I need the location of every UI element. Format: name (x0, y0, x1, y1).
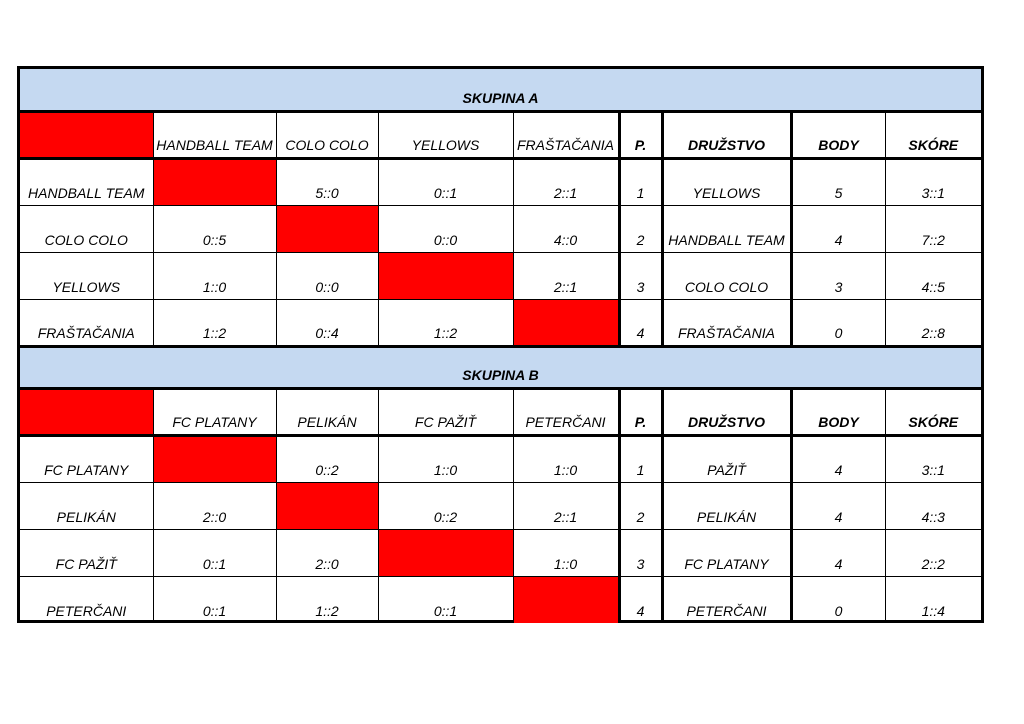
standing-team: FC PLATANY (662, 529, 791, 576)
table-row (20, 576, 981, 623)
result-cell: 1::2 (378, 299, 513, 346)
table-row (20, 205, 981, 252)
result-cell: 1::0 (513, 529, 619, 576)
team-column-header: FC PLATANY (153, 388, 276, 435)
team-row-label: PELIKÁN (20, 482, 153, 529)
self-match-cell (513, 299, 619, 346)
group-header-row (20, 111, 981, 158)
place-header: P. (619, 111, 662, 158)
standing-points: 0 (791, 299, 885, 346)
points-header: BODY (791, 111, 885, 158)
result-cell: 2::1 (513, 252, 619, 299)
team-column-header: HANDBALL TEAM (153, 111, 276, 158)
standing-score: 3::1 (885, 435, 981, 482)
standing-points: 4 (791, 435, 885, 482)
standing-team: PELIKÁN (662, 482, 791, 529)
team-column-header: COLO COLO (276, 111, 378, 158)
result-cell: 1::0 (378, 435, 513, 482)
result-cell: 0::1 (153, 576, 276, 623)
standing-points: 0 (791, 576, 885, 623)
result-cell: 0::1 (378, 576, 513, 623)
standing-points: 3 (791, 252, 885, 299)
team-row-label: FRAŠTAČANIA (20, 299, 153, 346)
standing-place: 4 (619, 299, 662, 346)
result-cell: 1::2 (153, 299, 276, 346)
self-match-cell (276, 205, 378, 252)
standing-points: 4 (791, 529, 885, 576)
tournament-sheet (17, 66, 984, 623)
result-cell: 2::0 (276, 529, 378, 576)
table-row (20, 482, 981, 529)
team-row-label: PETERČANI (20, 576, 153, 623)
group-title-row (20, 69, 981, 111)
group-title: SKUPINA B (20, 346, 981, 388)
result-cell: 2::1 (513, 158, 619, 205)
group-title-row (20, 346, 981, 388)
group-header-row (20, 388, 981, 435)
table-row (20, 252, 981, 299)
team-column-header: FC PAŽIŤ (378, 388, 513, 435)
team-row-label: YELLOWS (20, 252, 153, 299)
result-cell: 2::1 (513, 482, 619, 529)
team-column-header: YELLOWS (378, 111, 513, 158)
table-row (20, 158, 981, 205)
result-cell: 0::2 (276, 435, 378, 482)
result-cell: 0::5 (153, 205, 276, 252)
points-header: BODY (791, 388, 885, 435)
standing-place: 2 (619, 482, 662, 529)
team-column-header: PETERČANI (513, 388, 619, 435)
result-cell: 1::0 (513, 435, 619, 482)
result-cell: 0::1 (378, 158, 513, 205)
result-cell: 0::2 (378, 482, 513, 529)
table-row (20, 435, 981, 482)
standing-team: PAŽIŤ (662, 435, 791, 482)
self-match-cell (378, 252, 513, 299)
team-row-label: FC PLATANY (20, 435, 153, 482)
team-column-header: FRAŠTAČANIA (513, 111, 619, 158)
result-cell: 2::0 (153, 482, 276, 529)
team-row-label: FC PAŽIŤ (20, 529, 153, 576)
team-header: DRUŽSTVO (662, 111, 791, 158)
team-header: DRUŽSTVO (662, 388, 791, 435)
standing-score: 3::1 (885, 158, 981, 205)
result-cell: 0::1 (153, 529, 276, 576)
standing-place: 2 (619, 205, 662, 252)
team-row-label: COLO COLO (20, 205, 153, 252)
standing-team: PETERČANI (662, 576, 791, 623)
self-match-cell (276, 482, 378, 529)
standing-points: 5 (791, 158, 885, 205)
score-header: SKÓRE (885, 111, 981, 158)
table-row (20, 299, 981, 346)
result-cell: 4::0 (513, 205, 619, 252)
result-cell: 0::0 (378, 205, 513, 252)
standing-points: 4 (791, 205, 885, 252)
result-cell: 1::2 (276, 576, 378, 623)
standing-place: 1 (619, 158, 662, 205)
standing-score: 7::2 (885, 205, 981, 252)
standing-points: 4 (791, 482, 885, 529)
standing-place: 1 (619, 435, 662, 482)
result-cell: 0::0 (276, 252, 378, 299)
self-match-cell (153, 158, 276, 205)
standing-place: 4 (619, 576, 662, 623)
standing-score: 1::4 (885, 576, 981, 623)
standing-place: 3 (619, 529, 662, 576)
standing-place: 3 (619, 252, 662, 299)
standing-team: HANDBALL TEAM (662, 205, 791, 252)
standing-score: 2::2 (885, 529, 981, 576)
place-header: P. (619, 388, 662, 435)
standing-score: 2::8 (885, 299, 981, 346)
table-row (20, 529, 981, 576)
tournament-table (20, 69, 981, 623)
self-match-cell (153, 435, 276, 482)
result-cell: 5::0 (276, 158, 378, 205)
standing-score: 4::3 (885, 482, 981, 529)
score-header: SKÓRE (885, 388, 981, 435)
group-title: SKUPINA A (20, 69, 981, 111)
corner-cell (20, 388, 153, 435)
team-row-label: HANDBALL TEAM (20, 158, 153, 205)
standing-team: FRAŠTAČANIA (662, 299, 791, 346)
standing-team: YELLOWS (662, 158, 791, 205)
corner-cell (20, 111, 153, 158)
result-cell: 0::4 (276, 299, 378, 346)
self-match-cell (513, 576, 619, 623)
standing-score: 4::5 (885, 252, 981, 299)
team-column-header: PELIKÁN (276, 388, 378, 435)
self-match-cell (378, 529, 513, 576)
standing-team: COLO COLO (662, 252, 791, 299)
result-cell: 1::0 (153, 252, 276, 299)
